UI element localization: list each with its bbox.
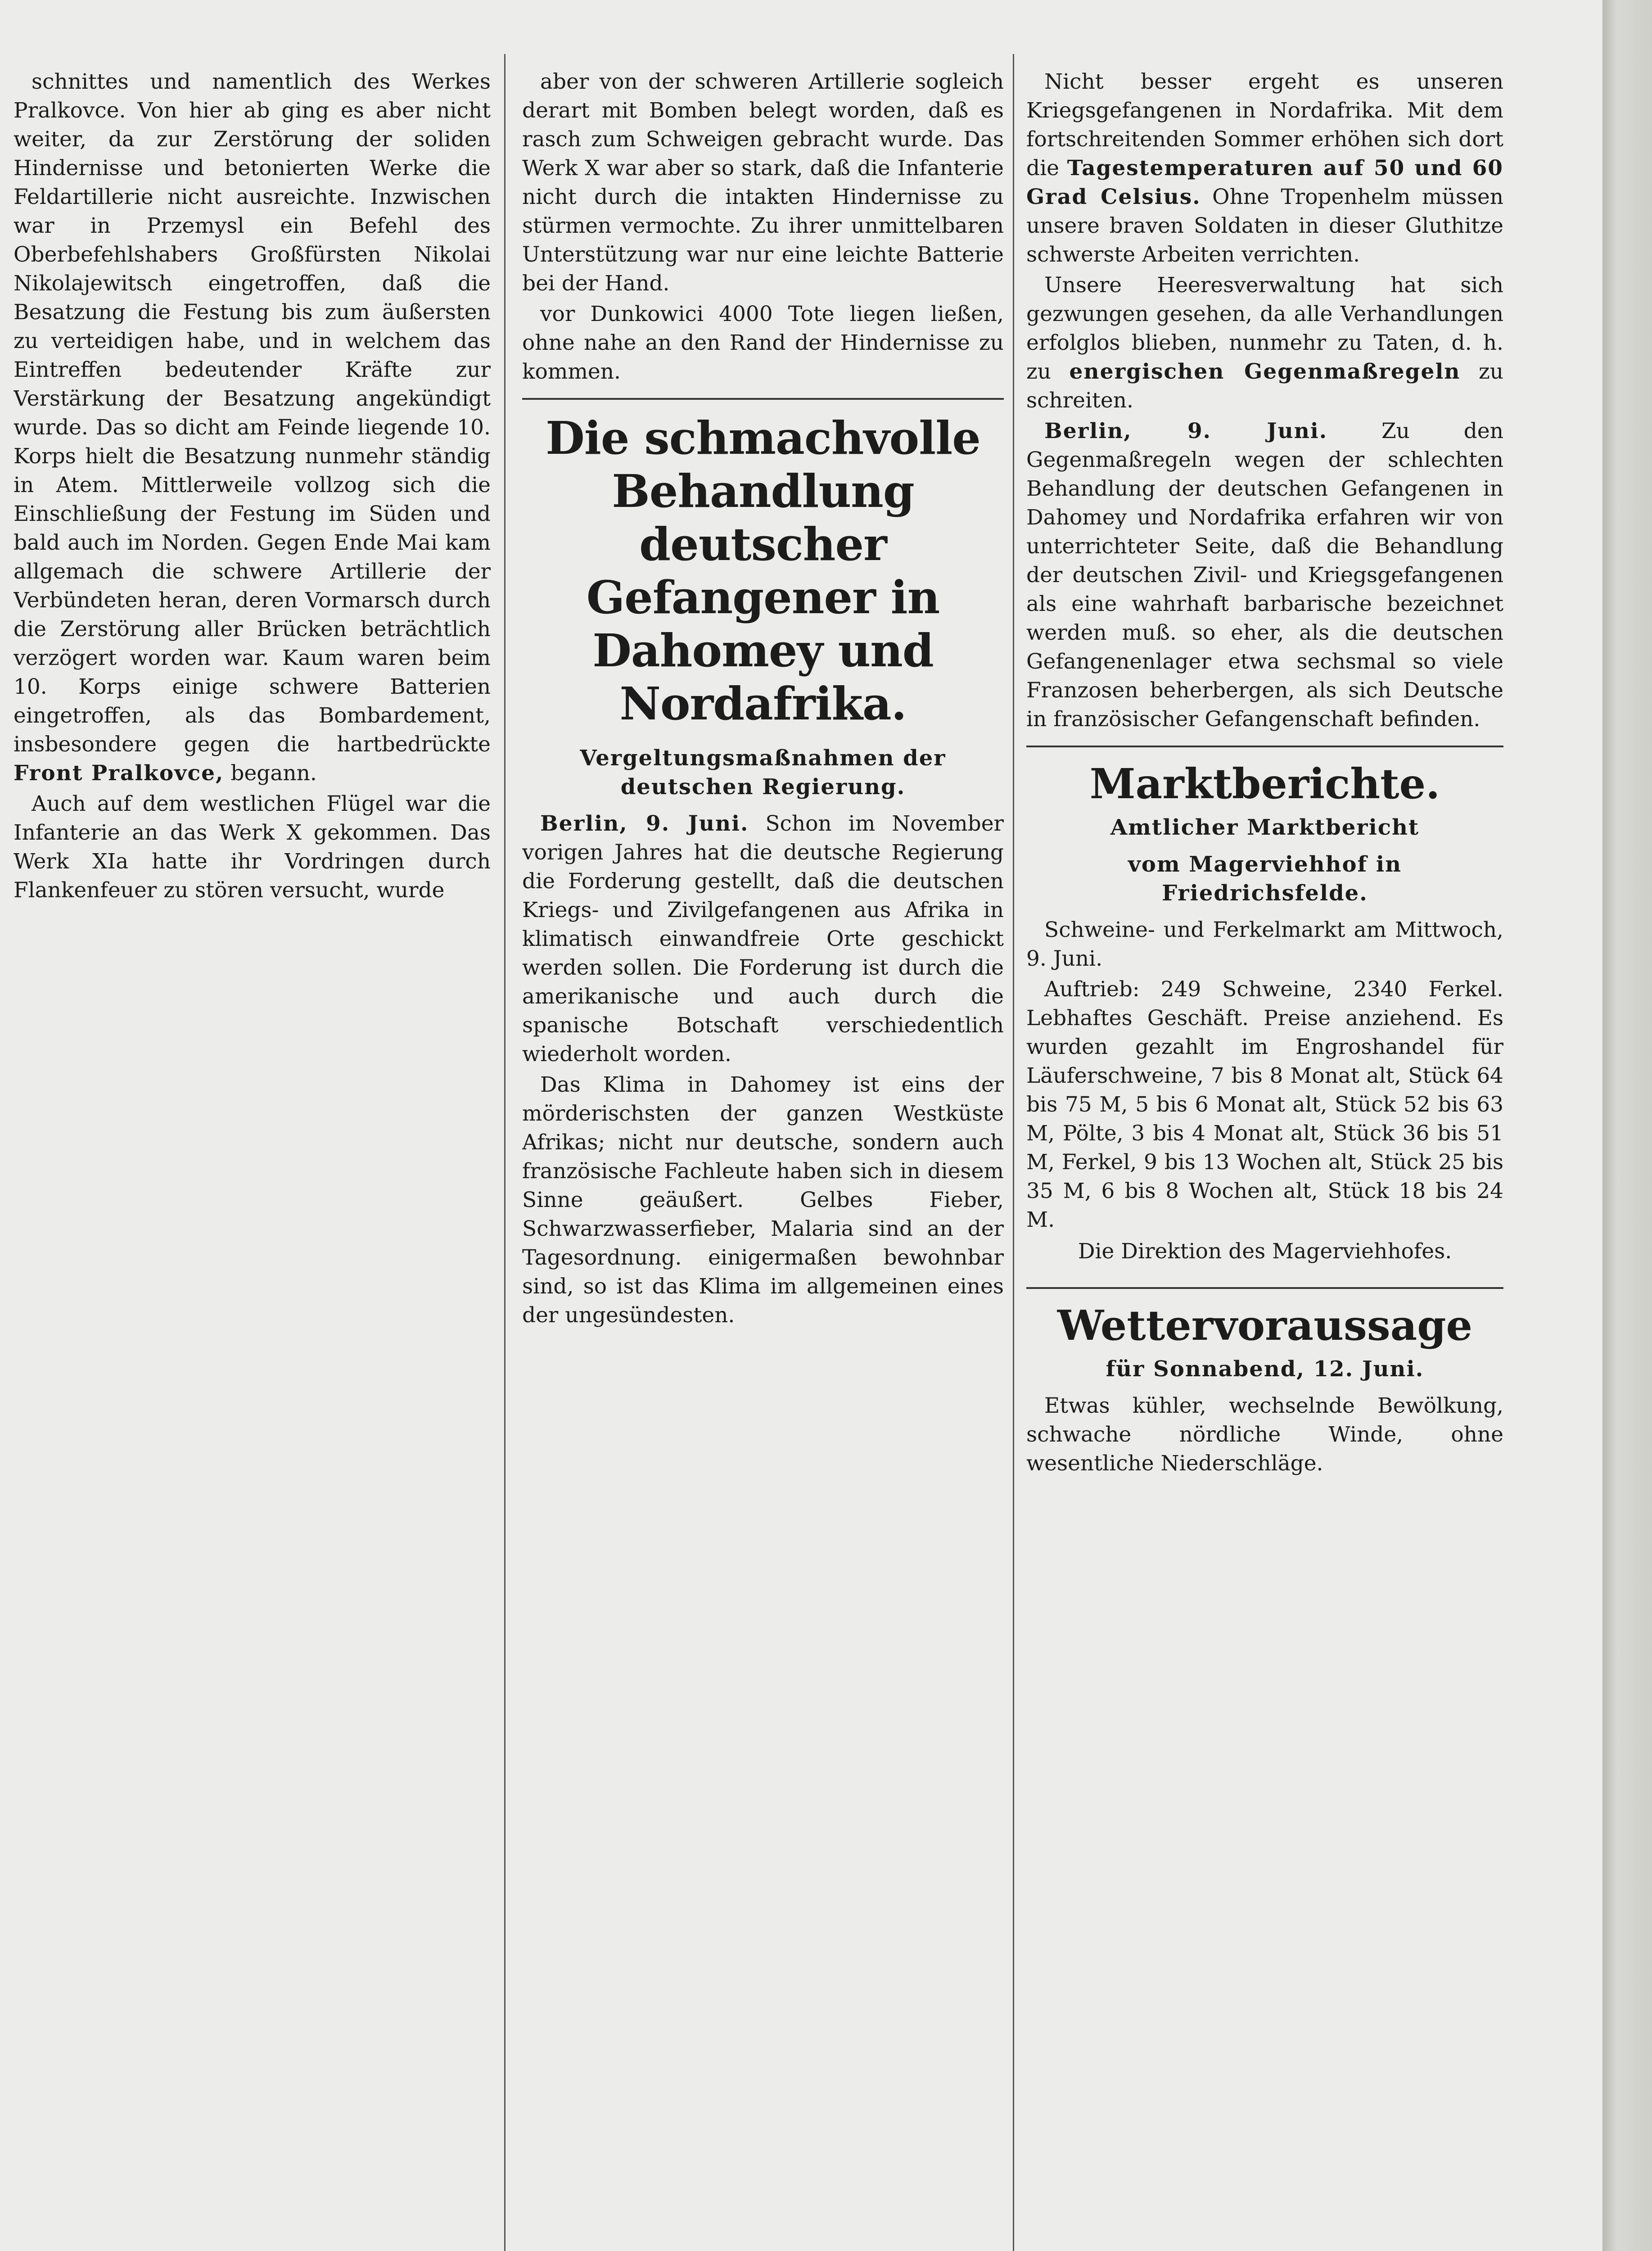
market-report-title: Marktberichte. (1089, 759, 1440, 808)
column-rule-2 (1013, 54, 1014, 2251)
column-rule-1 (504, 54, 506, 2251)
market-report-body: Auftrieb: 249 Schweine, 2340 Ferkel. Lebhaftes Geschäft. Preise anziehend. Es wurden gezahlt im Engroshandel für Läuferschweine, 7 bis 8 Monat alt, Stück 64 bis 75 M, 5 bis 6 Monat alt, Stück 52 bis 63 M, Pölte, 3 bis 4 Monat alt, Stück 36 bis 51 M, Ferkel, 9 bis 13 Wochen alt, Stück 25 bis 35 M, 6 bis 8 Wochen alt, Stück 18 bis 24 M. (1026, 977, 1503, 1232)
col1-paragraph-1: schnittes und namentlich des Werkes Pralkovce. Von hier ab ging es aber nicht weiter, da zur Zerstörung der soliden Hindernisse und betonierten Werke die Feldartillerie nicht ausreichte. Inzwischen war in Przemysl ein Befehl des Oberbefehlshabers Großfürsten Nikolai Nikolajewitsch eingetroffen, daß die Besatzung die Festung bis zum äußersten zu verteidigen habe, und in welchem das Eintreffen bedeutender Kräfte zur Verstärkung der Besatzung angekündigt wurde. Das so dicht am Feinde liegende 10. Korps hielt die Besatzung nunmehr ständig in Atem. Mittlerweile vollzog sich die Einschließung der Festung im Süden und bald auch im Norden. Gegen Ende Mai kam allgemach die schwere Artillerie der Verbündeten heran, deren Vormarsch durch die Zerstörung aller Brücken beträchtlich verzögert worden war. Kaum waren beim 10. Korps einige schwere Batterien eingetroffen, als das Bombardement, insbesondere gegen die hartbedrückte Front Pralkovce, begann. (14, 69, 491, 786)
market-divider (1026, 746, 1503, 747)
col3-paragraph-1: Nicht besser ergeht es unseren Kriegsgefangenen in Nordafrika. Mit dem fortschreitenden Sommer erhöhen sich dort die Tagestemperaturen auf 50 und 60 Grad Celsius. Ohne Tropenhelm müssen unsere braven Soldaten in dieser Gluthitze schwerste Arbeiten verrichten. (1026, 69, 1503, 267)
article-headline: Die schmachvolle Behandlung deutscher Gefangener in Dahomey und Nordafrika. (546, 411, 980, 730)
column-1 (14, 68, 491, 2251)
col2-paragraph-3: Berlin, 9. Juni. Schon im November vorigen Jahres hat die deutsche Regierung die Forderung gestellt, daß die deutschen Kriegs- und Zivilgefangenen aus Afrika in klimatisch einwandfreie Orte geschickt werden sollen. Die Forderung ist durch die amerikanische und auch durch die spanische Botschaft verschiedentlich wiederholt worden. (522, 811, 1004, 1067)
col2-paragraph-4: Das Klima in Dahomey ist eins der mörderischsten der ganzen Westküste Afrikas; nicht nur deutsche, sondern auch französische Fachleute haben sich in diesem Sinne geäußert. Gelbes Fieber, Schwarzwasserfieber, Malaria sind an der Tagesordnung. einigermaßen bewohnbar sind, so ist das Klima im allgemeinen eines der ungesündesten. (522, 1072, 1004, 1328)
col2-paragraph-2: vor Dunkowici 4000 Tote liegen ließen, ohne nahe an den Rand der Hindernisse zu kommen. (522, 302, 1004, 384)
article-subheadline: Vergeltungsmaßnahmen der deutschen Regierung. (580, 746, 946, 800)
column-2 (522, 68, 1004, 2251)
section-divider (522, 398, 1004, 400)
col3-paragraph-2: Unsere Heeresverwaltung hat sich gezwungen gesehen, da alle Verhandlungen erfolglos blieben, nunmehr zu Taten, d. h. zu energischen Gegenmaßregeln zu schreiten. (1026, 273, 1503, 413)
market-report-signature: Die Direktion des Magerviehhofes. (1078, 1239, 1452, 1264)
col1-paragraph-2: Auch auf dem westlichen Flügel war die Infanterie an das Werk X gekommen. Das Werk XIa hatte ihr Vordringen durch Flankenfeuer zu stören versucht, wurde (14, 791, 491, 903)
weather-title: Wettervoraussage (1057, 1301, 1473, 1350)
weather-body: Etwas kühler, wechselnde Bewölkung, schwache nördliche Winde, ohne wesentliche Niederschläge. (1026, 1393, 1503, 1476)
weather-subtitle: für Sonnabend, 12. Juni. (1106, 1356, 1424, 1382)
page-edge (1602, 0, 1652, 2251)
weather-divider (1026, 1287, 1503, 1289)
market-report-date: Schweine- und Ferkelmarkt am Mittwoch, 9. Juni. (1026, 918, 1503, 971)
col2-paragraph-1: aber von der schweren Artillerie sogleich derart mit Bomben belegt worden, daß es rasch zum Schweigen gebracht wurde. Das Werk X war aber so stark, daß die Infanterie nicht durch die intakten Hindernisse zu stürmen vermochte. Zu ihrer unmittelbaren Unterstützung war nur eine leichte Batterie bei der Hand. (522, 69, 1004, 296)
column-3 (1026, 68, 1503, 2251)
market-report-subtitle-2: vom Magerviehhof in Friedrichsfelde. (1128, 852, 1402, 906)
market-report-subtitle-1: Amtlicher Marktbericht (1110, 815, 1420, 840)
col3-paragraph-3: Berlin, 9. Juni. Zu den Gegenmaßregeln wegen der schlechten Behandlung der deutschen Gefangenen in Dahomey und Nordafrika erfahren wir von unterrichteter Seite, daß die Behandlung der deutschen Zivil- und Kriegsgefangenen als eine wahrhaft barbarische bezeichnet werden muß. so eher, als die deutschen Gefangenenlager etwa sechsmal so viele Franzosen beherbergen, als sich Deutsche in französischer Gefangenschaft befinden. (1026, 419, 1503, 732)
